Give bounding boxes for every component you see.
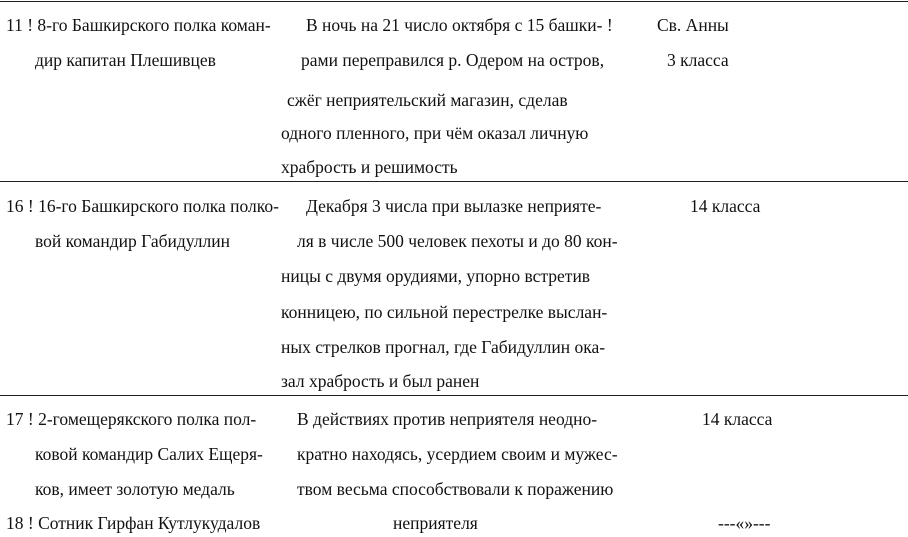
row-17-deed-line-1: В действиях против неприятеля неодно- <box>297 409 598 429</box>
row-16-name-line-2: вой командир Габидуллин <box>35 231 230 251</box>
row-18-name: 18 ! Сотник Гирфан Кутлукудалов <box>6 513 261 533</box>
row-divider-1 <box>0 181 908 182</box>
row-17-name-line-1: 17 ! 2-гомещерякского полка пол- <box>6 409 257 429</box>
row-17-name-line-3: ков, имеет золотую медаль <box>35 479 235 499</box>
row-16-name-line-1: 16 ! 16-го Башкирского полка полко- <box>6 196 279 216</box>
row-16-deed-line-3: ницы с двумя орудиями, упорно встретив <box>281 266 591 286</box>
row-11-deed-line-2: рами переправился р. Одером на остров, <box>301 50 605 70</box>
row-18-deed: неприятеля <box>393 513 478 533</box>
row-16-deed-line-1: Декабря 3 числа при вылазке неприяте- <box>306 196 602 216</box>
row-11-award-line-1: Св. Анны <box>657 15 729 35</box>
row-11-deed-line-3: сжёг неприятельский магазин, сделав <box>287 90 568 110</box>
row-16-award: 14 класса <box>690 196 761 216</box>
row-11-name-line-2: дир капитан Плешивцев <box>35 50 216 70</box>
row-18-award: ---«»--- <box>718 513 771 533</box>
row-11-award-line-2: 3 класса <box>667 50 729 70</box>
row-16-deed-line-2: ля в числе 500 человек пехоты и до 80 кон- <box>297 231 618 251</box>
top-rule <box>0 1 908 2</box>
row-17-name-line-2: ковой командир Салих Ещеря- <box>35 444 263 464</box>
row-17-deed-line-2: кратно находясь, усердием своим и мужес- <box>297 444 618 464</box>
row-17-deed-line-3: твом весьма способствовали к поражению <box>297 479 614 499</box>
row-16-deed-line-5: ных стрелков прогнал, где Габидуллин ока- <box>281 337 606 357</box>
row-17-award: 14 класса <box>702 409 773 429</box>
row-11-deed-line-1: В ночь на 21 число октября с 15 башки- ! <box>306 15 613 35</box>
row-11-name-line-1: 11 ! 8-го Башкирского полка коман- <box>6 15 271 35</box>
row-11-deed-line-4: одного пленного, при чём оказал личную <box>281 123 589 143</box>
row-16-deed-line-6: зал храбрость и был ранен <box>281 371 480 391</box>
row-divider-2 <box>0 395 908 396</box>
row-11-deed-line-5: храбрость и решимость <box>281 157 458 177</box>
row-16-deed-line-4: конницею, по сильной перестрелке выслан- <box>281 302 608 322</box>
